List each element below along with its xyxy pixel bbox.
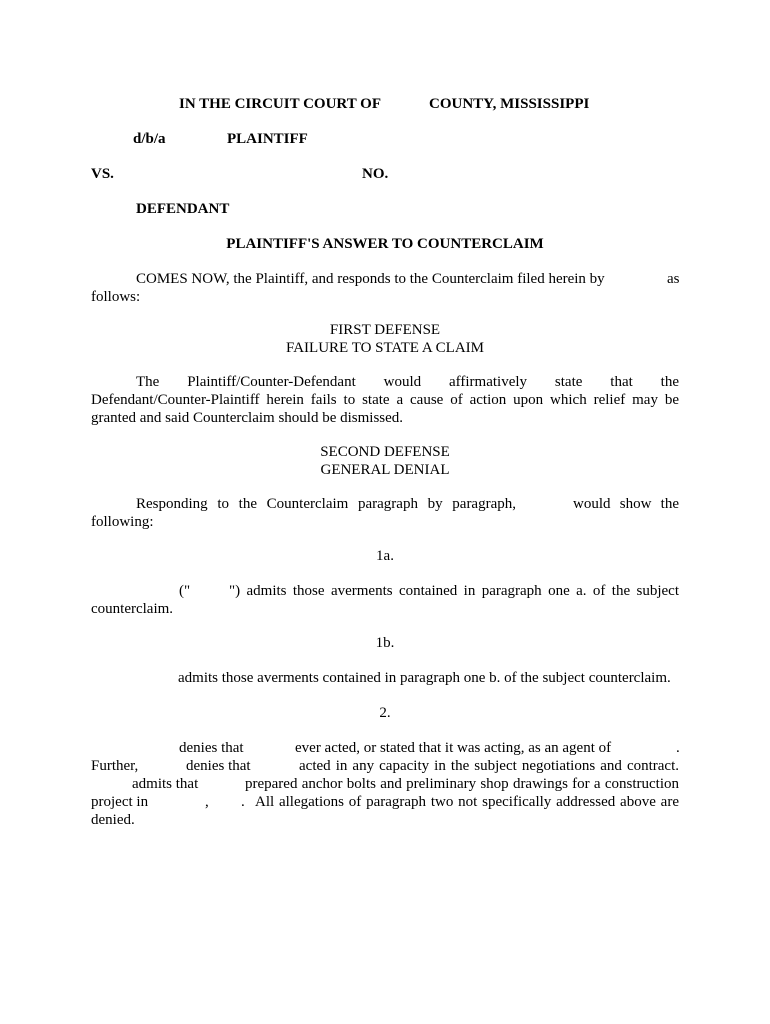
paragraph-2-l2-a: Further, <box>91 758 139 774</box>
first-defense-line1: The Plaintiff/Counter-Defendant would affirmatively state that the <box>136 374 679 390</box>
paragraph-2-l1-c: . <box>676 740 680 756</box>
case-number-label: NO. <box>362 166 389 182</box>
vs-label: VS. <box>91 166 114 182</box>
paragraph-2-l1-a: denies that <box>179 740 244 756</box>
second-defense-line1-end: would show the <box>573 496 679 512</box>
paragraph-2-number: 2. <box>379 705 391 721</box>
first-defense-paragraph <box>91 373 679 427</box>
intro-line2: follows: <box>91 289 141 305</box>
paragraph-1a-number: 1a. <box>376 548 394 564</box>
plaintiff-label: PLAINTIFF <box>227 131 308 147</box>
paragraph-2-l4-c: . <box>241 794 245 810</box>
document-title: PLAINTIFF'S ANSWER TO COUNTERCLAIM <box>226 236 544 252</box>
paragraph-1b-line1: admits those averments contained in paragraph one b. of the subject counterclaim. <box>178 670 671 686</box>
second-defense-line1: Responding to the Counterclaim paragraph by paragraph, <box>136 496 516 512</box>
first-defense-heading: FIRST DEFENSE <box>329 322 441 338</box>
court-prefix: IN THE CIRCUIT COURT OF <box>179 96 382 112</box>
paragraph-2-l2-c: acted in any capacity in the subject negotiations and contract. <box>299 758 679 774</box>
paragraph-2-l5: denied. <box>91 812 135 828</box>
paragraph-2-l4-d: All allegations of paragraph two not specifically addressed above are <box>255 794 679 810</box>
court-suffix: COUNTY, MISSISSIPPI <box>429 96 590 112</box>
dba-label: d/b/a <box>133 131 166 147</box>
intro-line1-end: as <box>667 271 680 287</box>
defendant-label: DEFENDANT <box>136 201 230 217</box>
paragraph-1a-line2: counterclaim. <box>91 601 174 617</box>
paragraph-2-l1-b: ever acted, or stated that it was acting, as an agent of <box>295 740 612 756</box>
paragraph-2-l3-b: prepared anchor bolts and preliminary shop drawings for a construction <box>245 776 679 792</box>
second-defense-heading: SECOND DEFENSE <box>320 444 450 460</box>
paragraph-1a-open-quote: (" <box>179 583 191 599</box>
second-defense-line2: following: <box>91 514 154 530</box>
paragraph-2-l3-a: admits that <box>132 776 199 792</box>
paragraph-2-l4-b: , <box>205 794 209 810</box>
paragraph-2-l4-a: project in <box>91 794 149 810</box>
paragraph-1b-number: 1b. <box>375 635 395 651</box>
first-defense-subheading: FAILURE TO STATE A CLAIM <box>286 340 484 356</box>
first-defense-line3: granted and said Counterclaim should be dismissed. <box>91 410 404 426</box>
intro-line1: COMES NOW, the Plaintiff, and responds to the Counterclaim filed herein by <box>136 271 605 287</box>
first-defense-line2: Defendant/Counter-Plaintiff herein fails to state a cause of action upon which relief may be <box>91 392 679 408</box>
paragraph-1a-line1: ") admits those averments contained in paragraph one a. of the subject <box>229 583 679 599</box>
paragraph-2-l2-b: denies that <box>186 758 251 774</box>
second-defense-subheading: GENERAL DENIAL <box>320 462 450 478</box>
